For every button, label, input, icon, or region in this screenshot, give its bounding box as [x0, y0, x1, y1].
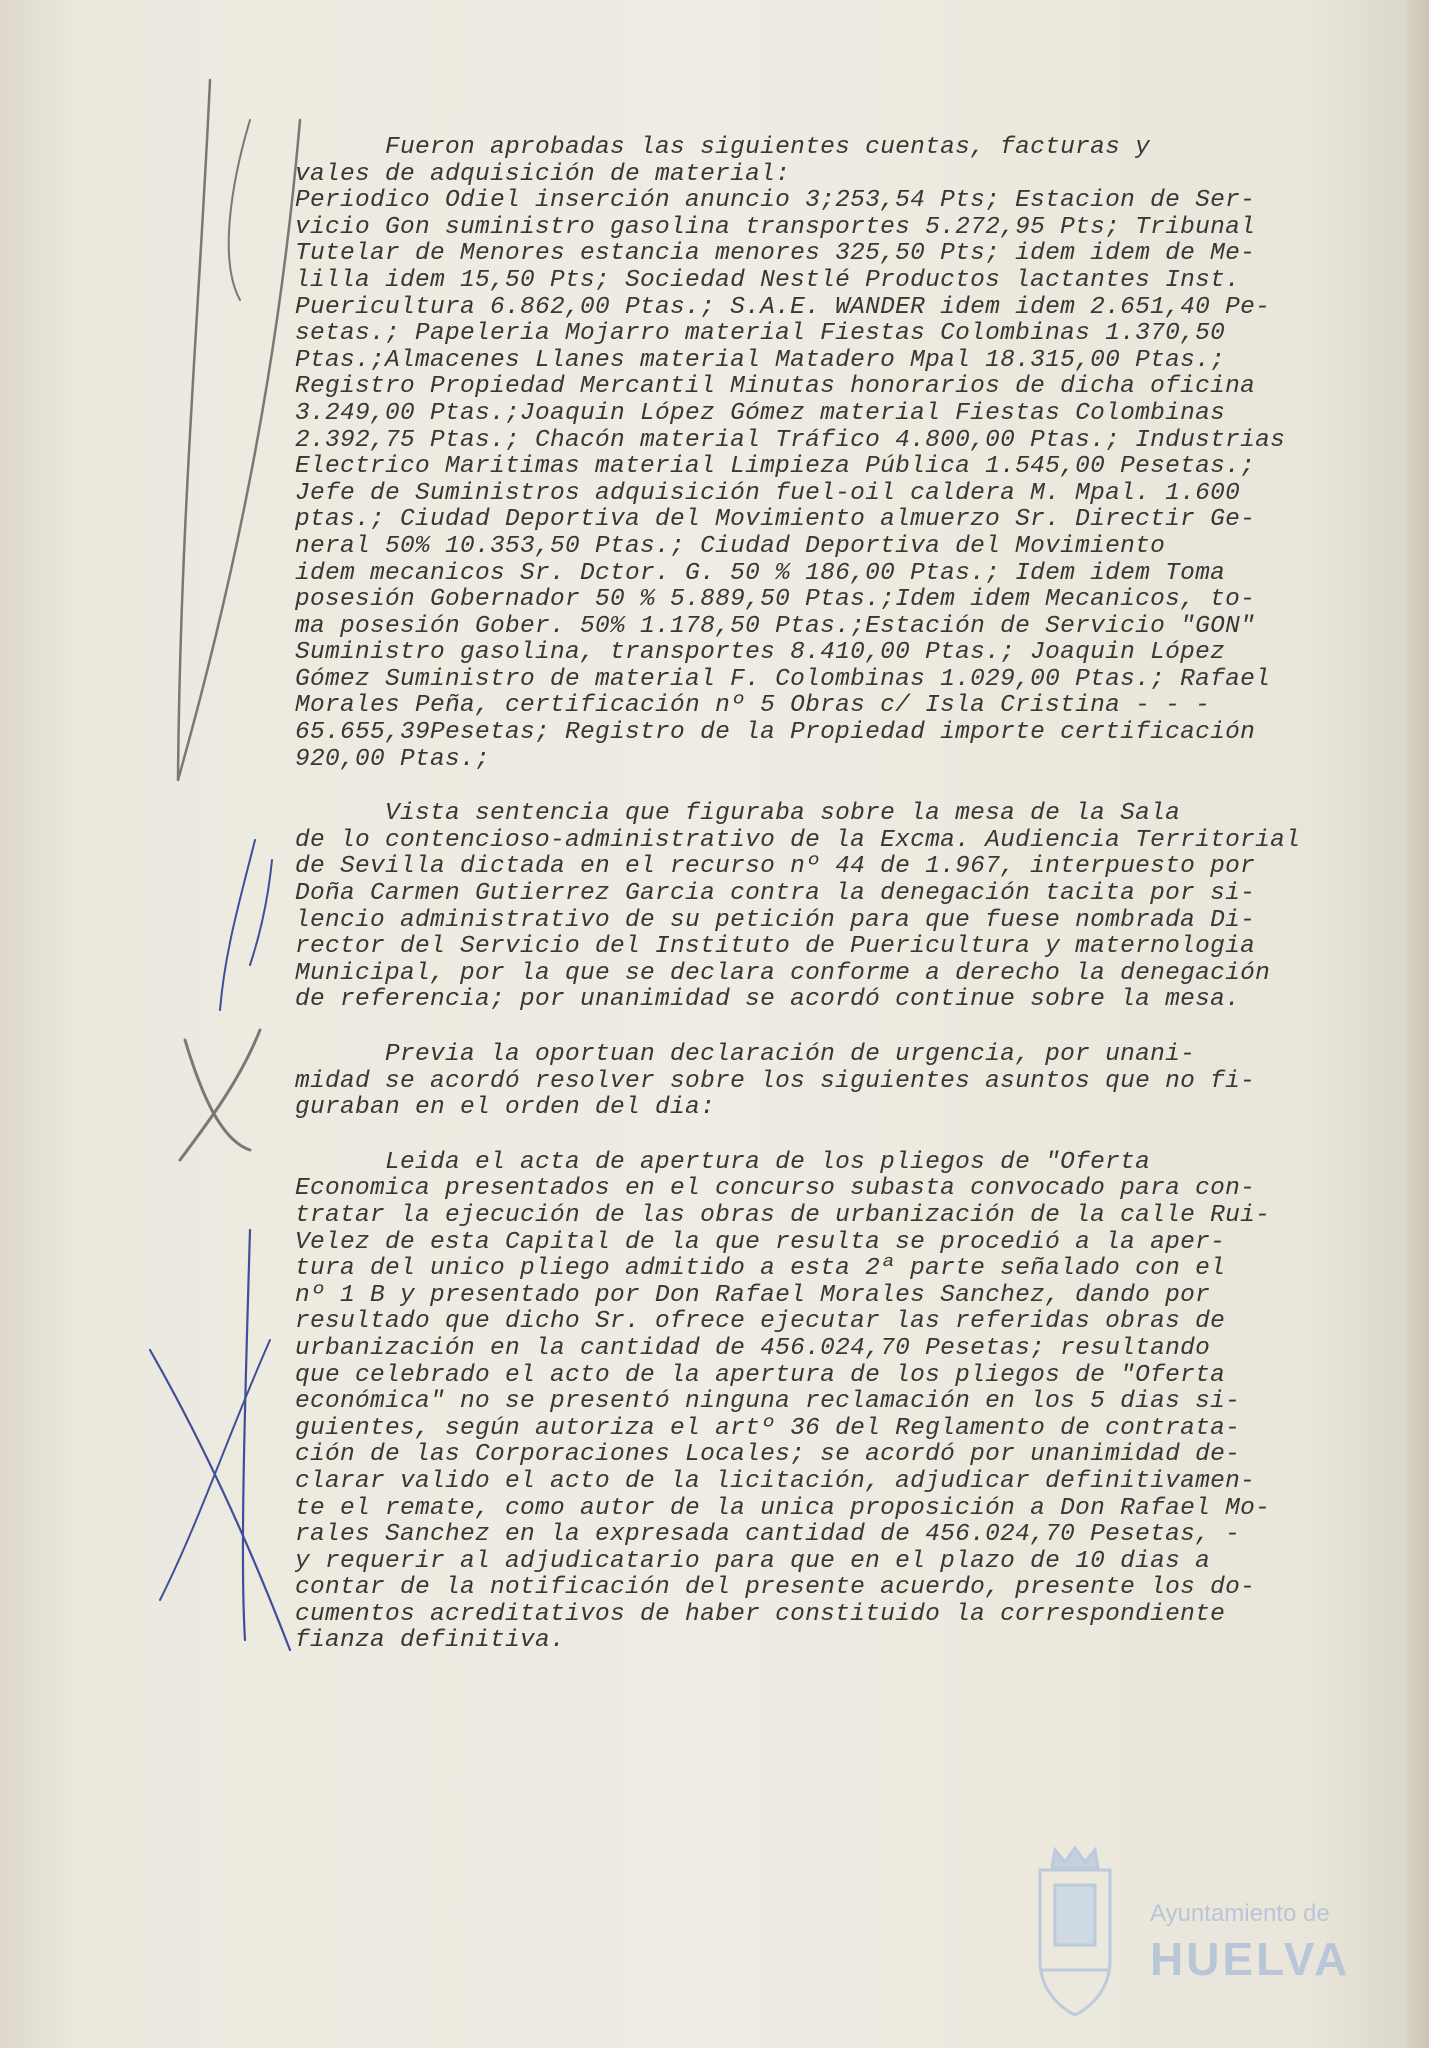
text-line: tratar la ejecución de las obras de urbanización de la calle Rui-	[295, 1201, 1271, 1229]
text-line: vales de adquisición de material:	[295, 160, 791, 188]
text-line: Velez de esta Capital de la que resulta se procedió a la aper-	[295, 1228, 1226, 1256]
text-line: te el remate, como autor de la unica proposición a Don Rafael Mo-	[295, 1494, 1271, 1522]
pencil-cross-stroke	[178, 120, 300, 780]
text-line: ma posesión Gober. 50% 1.178,50 Ptas.;Estación de Servicio "GON"	[295, 612, 1256, 640]
text-line: Registro Propiedad Mercantil Minutas honorarios de dicha oficina	[295, 373, 1256, 401]
text-line: Economica presentados en el concurso subasta convocado para con-	[295, 1175, 1256, 1203]
text-line: lilla idem 15,50 Pts; Sociedad Nestlé Productos lactantes Inst.	[295, 266, 1241, 294]
text-line: contar de la notificación del presente acuerdo, presente los do-	[295, 1574, 1256, 1602]
text-line: urbanización en la cantidad de 456.024,70 Pesetas; resultando	[295, 1334, 1211, 1362]
watermark-title: Ayuntamiento de	[1150, 1900, 1330, 1927]
watermark-city: HUELVA	[1150, 1933, 1351, 1985]
text-line: 920,00 Ptas.;	[295, 745, 491, 773]
text-line: guraban en el orden del dia:	[295, 1094, 716, 1122]
text-line: nº 1 B y presentado por Don Rafael Morales Sanchez, dando por	[295, 1281, 1211, 1309]
text-line: Morales Peña, certificación nº 5 Obras c/ Isla Cristina - - -	[295, 692, 1211, 720]
text-line: de referencia; por unanimidad se acordó continue sobre la mesa.	[295, 986, 1241, 1014]
text-line: rector del Servicio del Instituto de Puericultura y maternologia	[295, 933, 1256, 961]
text-line: Ptas.;Almacenes Llanes material Matadero Mpal 18.315,00 Ptas.;	[295, 346, 1226, 374]
blue-pen-stroke	[150, 1350, 290, 1650]
text-line: tura del unico pliego admitido a esta 2ª parte señalado con el	[295, 1255, 1226, 1283]
text-line: ptas.; Ciudad Deportiva del Movimiento almuerzo Sr. Directir Ge-	[295, 506, 1256, 534]
blue-pen-stroke	[250, 860, 272, 965]
text-line: lencio administrativo de su petición para que fuese nombrada Di-	[295, 906, 1256, 934]
text-line: resultado que dicho Sr. ofrece ejecutar las referidas obras de	[295, 1308, 1226, 1336]
text-line: Municipal, por la que se declara conforme a derecho la denegación	[295, 959, 1271, 987]
text-line: 3.249,00 Ptas.;Joaquin López Gómez material Fiestas Colombinas	[295, 399, 1226, 427]
pencil-cross-stroke	[180, 1030, 260, 1160]
text-line: Jefe de Suministros adquisición fuel-oil caldera M. Mpal. 1.600	[295, 479, 1241, 507]
text-line: Doña Carmen Gutierrez Garcia contra la denegación tacita por si-	[295, 880, 1256, 908]
text-line: midad se acordó resolver sobre los siguientes asuntos que no fi-	[295, 1067, 1256, 1095]
blue-pen-stroke	[243, 1230, 250, 1640]
text-line: 65.655,39Pesetas; Registro de la Propiedad importe certificación	[295, 719, 1256, 747]
text-line: clarar valido el acto de la licitación, adjudicar definitivamen-	[295, 1467, 1256, 1495]
text-line: Puericultura 6.862,00 Ptas.; S.A.E. WANDER idem idem 2.651,40 Pe-	[295, 293, 1271, 321]
huelva-crest-icon	[1010, 1840, 1140, 2030]
text-line: que celebrado el acto de la apertura de los pliegos de "Oferta	[295, 1361, 1226, 1389]
pencil-hook-stroke	[229, 120, 250, 300]
text-line: Tutelar de Menores estancia menores 325,50 Pts; idem idem de Me-	[295, 240, 1256, 268]
text-line: Fueron aprobadas las siguientes cuentas, facturas y	[295, 134, 1151, 161]
text-line: 2.392,75 Ptas.; Chacón material Tráfico 4.800,00 Ptas.; Industrias	[295, 426, 1286, 454]
text-line: Vista sentencia que figuraba sobre la mesa de la Sala	[295, 800, 1181, 828]
text-line: Electrico Maritimas material Limpieza Pública 1.545,00 Pesetas.;	[295, 453, 1256, 481]
text-line: y requerir al adjudicatario para que en el plazo de 10 dias a	[295, 1547, 1211, 1575]
text-line: vicio Gon suministro gasolina transportes 5.272,95 Pts; Tribunal	[295, 213, 1256, 241]
huelva-watermark	[1010, 1840, 1350, 2030]
text-line: fianza definitiva.	[295, 1627, 566, 1655]
pencil-cross-stroke	[185, 1040, 250, 1150]
text-line: neral 50% 10.353,50 Ptas.; Ciudad Deportiva del Movimiento	[295, 532, 1166, 560]
text-line: idem mecanicos Sr. Dctor. G. 50 % 186,00 Ptas.; Idem idem Toma	[295, 559, 1226, 587]
text-line: de lo contencioso-administrativo de la Excma. Audiencia Territorial	[295, 826, 1301, 854]
text-line: cumentos acreditativos de haber constituido la correspondiente	[295, 1600, 1226, 1628]
text-line: Suministro gasolina, transportes 8.410,00 Ptas.; Joaquin López	[295, 639, 1226, 667]
text-line: Periodico Odiel inserción anuncio 3;253,54 Pts; Estacion de Ser-	[295, 187, 1256, 215]
text-line: Leida el acta de apertura de los pliegos de "Oferta	[295, 1148, 1151, 1176]
text-line: Previa la oportuan declaración de urgencia, por unani-	[295, 1041, 1196, 1068]
blue-pen-stroke	[220, 840, 255, 1010]
text-line: de Sevilla dictada en el recurso nº 44 de 1.967, interpuesto por	[295, 853, 1256, 881]
text-line: posesión Gobernador 50 % 5.889,50 Ptas.;Idem idem Mecanicos, to-	[295, 586, 1256, 614]
text-line: ción de las Corporaciones Locales; se acordó por unanimidad de-	[295, 1441, 1241, 1469]
text-line: económica" no se presentó ninguna reclamación en los 5 dias si-	[295, 1388, 1241, 1416]
text-line: Gómez Suministro de material F. Colombinas 1.029,00 Ptas.; Rafael	[295, 665, 1271, 693]
text-line: guientes, según autoriza el artº 36 del Reglamento de contrata-	[295, 1414, 1241, 1442]
text-line: setas.; Papeleria Mojarro material Fiestas Colombinas 1.370,50	[295, 320, 1226, 348]
text-line: rales Sanchez en la expresada cantidad de 456.024,70 Pesetas, -	[295, 1521, 1241, 1549]
